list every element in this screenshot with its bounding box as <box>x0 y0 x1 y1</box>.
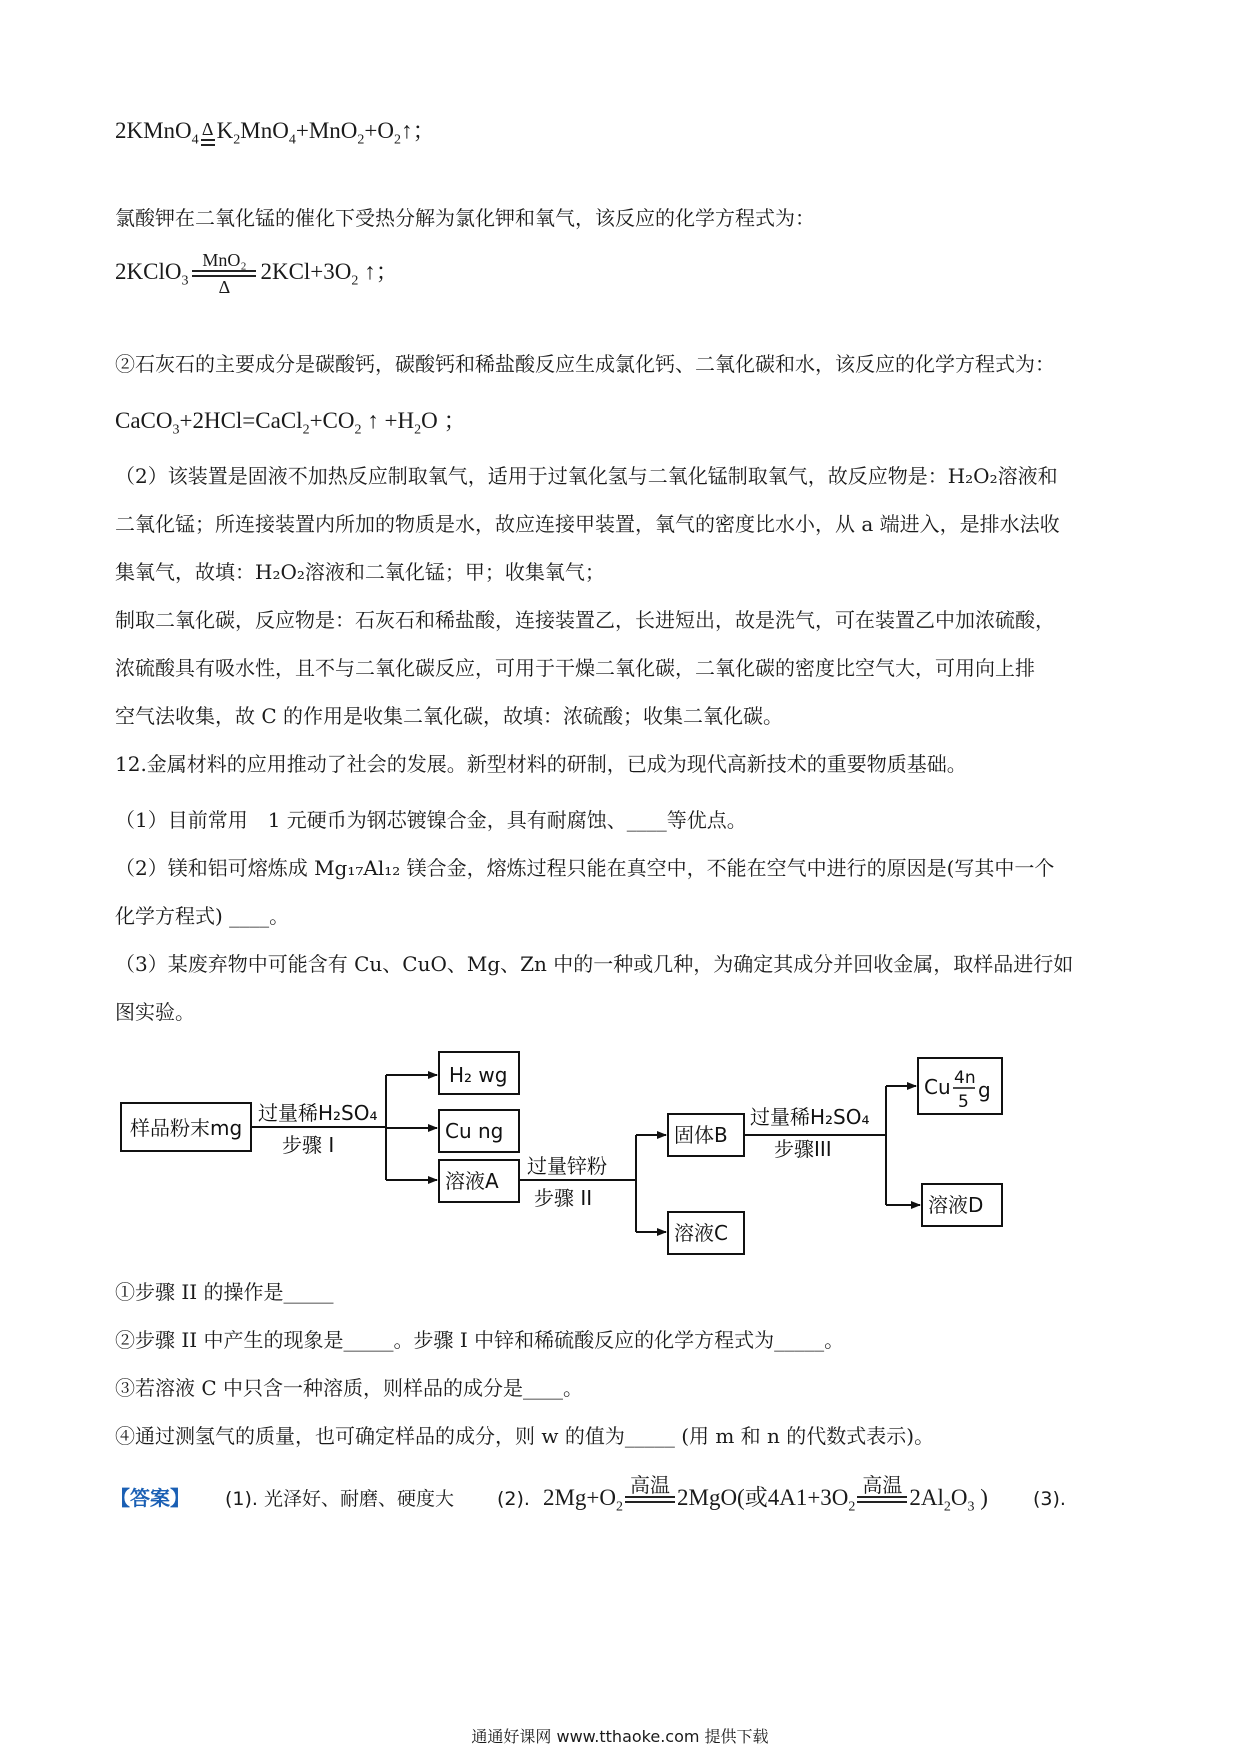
para-line: （2）该装置是固液不加热反应制取氧气，适用于过氧化氢与二氧化锰制取氧气，故反应物是：H₂O₂溶液和 <box>115 464 1058 488</box>
text-kclo3-intro: 氯酸钾在二氧化锰的催化下受热分解为氯化钾和氧气，该反应的化学方程式为： <box>115 206 815 230</box>
question-12-part1: （1）目前常用 1 元硬币为钢芯镀镍合金，具有耐腐蚀、____等优点。 <box>115 808 747 832</box>
equation-kmno4: 2KMnO$_4$ Δ $K_2MnO_4+MnO_2+O_2↑$； <box>115 118 436 148</box>
equation-caco3: $CaCO_3+2HCl=CaCl_2+CO_2$ ↑ $+H_2O$ ； <box>115 408 467 438</box>
solidB-label: 固体B <box>674 1123 728 1147</box>
step3-label: 步骤III <box>774 1137 832 1161</box>
para-line: 制取二氧化碳，反应物是：石灰石和稀盐酸，连接装置乙，长进短出，故是洗气，可在装置乙中加浓硫酸， <box>115 608 1055 632</box>
answer-line <box>110 1476 1066 1523</box>
page-footer: 通通好课网 www.tthaoke.com 提供下载 <box>471 1727 769 1746</box>
sample-label: 样品粉末mg <box>130 1116 243 1140</box>
cu2-numerator: 4n <box>954 1068 976 1088</box>
answer-equation: $2Mg+O_2$ 高温 2MgO(或$4A1+3O_2$ 高温 $2Al_2O_3$ ) <box>543 1485 988 1510</box>
answer-part1: (1). 光泽好、耐磨、硬度大 <box>225 1487 454 1510</box>
question-12-part3-cont: 图实验。 <box>115 1000 195 1024</box>
sub-question-2: ②步骤 II 中产生的现象是_____。步骤 I 中锌和稀硫酸反应的化学方程式为_____。 <box>115 1328 845 1352</box>
step2-reagent: 过量锌粉 <box>527 1154 607 1178</box>
condition-stack: Δ <box>201 119 215 146</box>
condition-stack: 高温 <box>857 1476 907 1523</box>
cu1-label: Cu ng <box>445 1119 504 1143</box>
cu2-label: Cu <box>924 1075 951 1099</box>
solD-label: 溶液D <box>928 1193 984 1217</box>
answer-part2-label: (2). <box>497 1487 530 1510</box>
sub-question-1: ①步骤 II 的操作是_____ <box>115 1280 334 1304</box>
step1-reagent: 过量稀H₂SO₄ <box>258 1101 378 1125</box>
question-12-part3: （3）某废弃物中可能含有 Cu、CuO、Mg、Zn 中的一种或几种，为确定其成分并回收金属，取样品进行如 <box>115 952 1074 976</box>
para-line: 集氧气，故填：H₂O₂溶液和二氧化锰；甲；收集氧气； <box>115 560 605 584</box>
experiment-flow-diagram <box>0 1040 1240 1270</box>
solA-label: 溶液A <box>445 1169 499 1193</box>
condition-stack: 高温 <box>625 1476 675 1523</box>
equation-kclo3: 2KClO$_3$ MnO₂ Δ $2KCl+3O_2$ ↑； <box>115 250 399 297</box>
question-12-part2-cont: 化学方程式) ____。 <box>115 904 290 928</box>
solC-label: 溶液C <box>674 1221 728 1245</box>
step2-label: 步骤 II <box>534 1186 593 1210</box>
para-line: 二氧化锰；所连接装置内所加的物质是水，故应连接甲装置，氧气的密度比水小，从 a 端进入，是排水法收 <box>115 512 1060 536</box>
sub-question-4: ④通过测氢气的质量，也可确定样品的成分，则 w 的值为_____ (用 m 和 n 的代数式表示)。 <box>115 1424 935 1448</box>
condition-stack: MnO₂ Δ <box>192 250 256 297</box>
answer-tag: 【答案】 <box>110 1485 190 1510</box>
question-12-title: 12.金属材料的应用推动了社会的发展。新型材料的研制，已成为现代高新技术的重要物质基础。 <box>115 752 967 776</box>
sub-question-3: ③若溶液 C 中只含一种溶质，则样品的成分是____。 <box>115 1376 584 1400</box>
step1-label: 步骤 I <box>282 1133 335 1157</box>
step3-reagent: 过量稀H₂SO₄ <box>750 1105 870 1129</box>
text-caco3-intro: ②石灰石的主要成分是碳酸钙，碳酸钙和稀盐酸反应生成氯化钙、二氧化碳和水，该反应的化学方程式为： <box>115 352 1055 376</box>
answer-part3-label: (3). <box>1032 1487 1066 1510</box>
para-line: 空气法收集，故 C 的作用是收集二氧化碳，故填：浓硫酸；收集二氧化碳。 <box>115 704 784 728</box>
para-line: 浓硫酸具有吸水性，且不与二氧化碳反应，可用于干燥二氧化碳，二氧化碳的密度比空气大，可用向上排 <box>115 656 1035 680</box>
cu2-denominator: 5 <box>958 1092 969 1112</box>
question-12-part2: （2）镁和铝可熔炼成 Mg₁₇Al₁₂ 镁合金，熔炼过程只能在真空中，不能在空气中进行的原因是(写其中一个 <box>115 856 1055 880</box>
cu2-unit: g <box>978 1078 991 1102</box>
h2-label: H₂ wg <box>449 1063 508 1087</box>
